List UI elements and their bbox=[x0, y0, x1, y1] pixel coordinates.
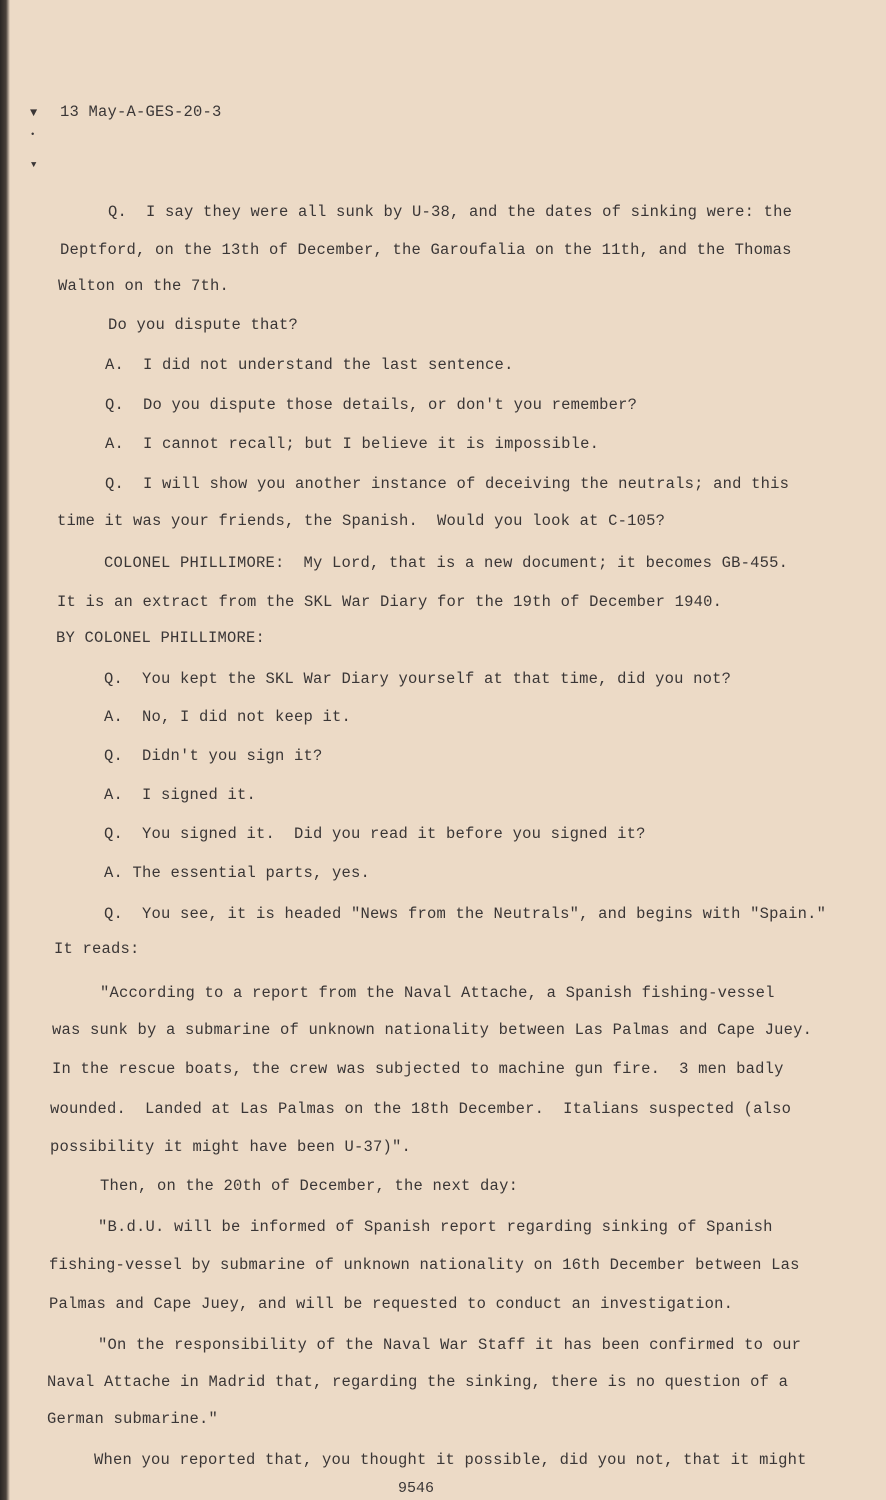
text-line: wounded. Landed at Las Palmas on the 18th December. Italians suspected (also bbox=[50, 1100, 792, 1118]
text-line: Naval Attache in Madrid that, regarding the sinking, there is no question of a bbox=[47, 1373, 789, 1391]
text-line: In the rescue boats, the crew was subjected to machine gun fire. 3 men badly bbox=[52, 1060, 784, 1078]
text-line: Q. Do you dispute those details, or don't you remember? bbox=[105, 396, 638, 414]
text-line: A. I cannot recall; but I believe it is impossible. bbox=[105, 435, 600, 453]
text-line: It reads: bbox=[54, 940, 140, 958]
margin-mark: ▼ bbox=[30, 106, 38, 120]
text-line: It is an extract from the SKL War Diary for the 19th of December 1940. bbox=[57, 593, 723, 611]
document-header: 13 May-A-GES-20-3 bbox=[60, 103, 222, 121]
text-line: BY COLONEL PHILLIMORE: bbox=[56, 629, 266, 647]
text-line: time it was your friends, the Spanish. Would you look at C-105? bbox=[57, 512, 666, 530]
margin-mark: • bbox=[30, 130, 36, 140]
text-line: COLONEL PHILLIMORE: My Lord, that is a new document; it becomes GB-455. bbox=[104, 554, 789, 572]
text-line: Q. You signed it. Did you read it before you signed it? bbox=[104, 825, 646, 843]
text-line: A. I signed it. bbox=[104, 786, 257, 804]
text-line: Palmas and Cape Juey, and will be requested to conduct an investigation. bbox=[49, 1295, 734, 1313]
text-line: A. No, I did not keep it. bbox=[104, 708, 352, 726]
text-line: fishing-vessel by submarine of unknown nationality on 16th December between Las bbox=[49, 1256, 800, 1274]
text-line: Do you dispute that? bbox=[108, 316, 299, 334]
text-line: "On the responsibility of the Naval War Staff it has been confirmed to our bbox=[98, 1336, 802, 1354]
text-line: was sunk by a submarine of unknown nationality between Las Palmas and Cape Juey. bbox=[52, 1021, 813, 1039]
text-line: Walton on the 7th. bbox=[58, 277, 230, 295]
page-edge-shadow bbox=[0, 0, 10, 1500]
text-line: "B.d.U. will be informed of Spanish report regarding sinking of Spanish bbox=[98, 1218, 773, 1236]
text-line: Q. You kept the SKL War Diary yourself at that time, did you not? bbox=[104, 670, 732, 688]
text-line: Q. I will show you another instance of deceiving the neutrals; and this bbox=[105, 475, 790, 493]
text-line: possibility it might have been U-37)". bbox=[50, 1138, 412, 1156]
text-line: A. I did not understand the last sentence. bbox=[105, 356, 514, 374]
text-line: When you reported that, you thought it possible, did you not, that it might bbox=[94, 1451, 807, 1469]
text-line: "According to a report from the Naval Attache, a Spanish fishing-vessel bbox=[100, 984, 775, 1002]
text-line: Then, on the 20th of December, the next day: bbox=[100, 1177, 519, 1195]
margin-mark: ▼ bbox=[31, 160, 37, 170]
text-line: Q. Didn't you sign it? bbox=[104, 747, 323, 765]
text-line: Q. You see, it is headed "News from the Neutrals", and begins with "Spain." bbox=[104, 905, 827, 923]
text-line: A. The essential parts, yes. bbox=[104, 864, 371, 882]
text-line: German submarine." bbox=[47, 1410, 219, 1428]
page-number: 9546 bbox=[398, 1480, 435, 1497]
text-line: Deptford, on the 13th of December, the Garoufalia on the 11th, and the Thomas bbox=[60, 241, 792, 259]
text-line: Q. I say they were all sunk by U-38, and the dates of sinking were: the bbox=[108, 203, 793, 221]
